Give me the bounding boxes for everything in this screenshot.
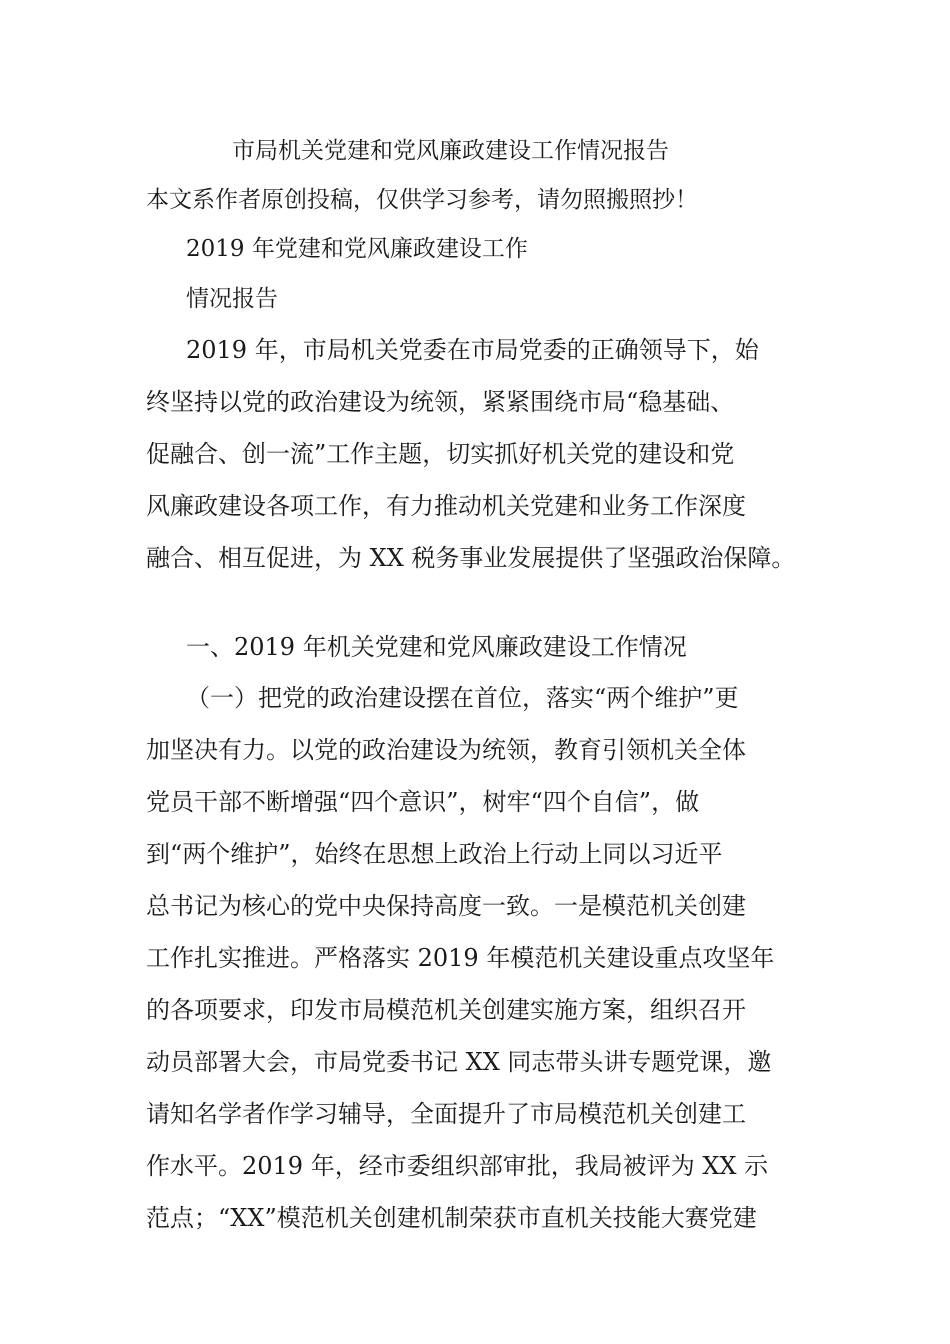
paragraph-line: 终坚持以党的政治建设为统领，紧紧围绕市局“稳基础、 (146, 388, 735, 416)
paragraph-line: 党员干部不断增强“四个意识”，树牢“四个自信”，做 (146, 788, 700, 816)
report-subtitle-line-2: 情况报告 (186, 286, 278, 312)
paragraph-line: 融合、相互促进，为 XX 税务事业发展提供了坚强政治保障。 (146, 544, 796, 572)
document-title: 市局机关党建和党风廉政建设工作情况报告 (232, 138, 669, 164)
paragraph-line: 风廉政建设各项工作，有力推动机关党建和业务工作深度 (146, 492, 746, 520)
section-heading: 一、2019 年机关党建和党风廉政建设工作情况 (186, 633, 687, 661)
author-notice: 本文系作者原创投稿，仅供学习参考，请勿照搬照抄！ (146, 187, 698, 213)
paragraph-line: 请知名学者作学习辅导，全面提升了市局模范机关创建工 (146, 1100, 746, 1128)
paragraph-line: 工作扎实推进。严格落实 2019 年模范机关建设重点攻坚年 (146, 944, 775, 972)
paragraph-line: 总书记为核心的党中央保持高度一致。一是模范机关创建 (146, 892, 746, 920)
paragraph-line: 加坚决有力。以党的政治建设为统领，教育引领机关全体 (146, 736, 746, 764)
paragraph-line: 的各项要求，印发市局模范机关创建实施方案，组织召开 (146, 996, 746, 1024)
section-paragraph (146, 672, 816, 1244)
paragraph-line: 范点；“XX”模范机关创建机制荣获市直机关技能大赛党建 (146, 1204, 757, 1232)
paragraph-line: 2019 年，市局机关党委在市局党委的正确领导下，始 (186, 336, 759, 364)
paragraph-line: 促融合、创一流”工作主题，切实抓好机关党的建设和党 (146, 440, 735, 468)
report-subtitle-line-1: 2019 年党建和党风廉政建设工作 (186, 236, 528, 262)
paragraph-line: 动员部署大会，市局党委书记 XX 同志带头讲专题党课，邀 (146, 1048, 772, 1076)
paragraph-line: （一）把党的政治建设摆在首位，落实“两个维护”更 (186, 684, 739, 712)
paragraph-line: 作水平。2019 年，经市委组织部审批，我局被评为 XX 示 (146, 1152, 769, 1180)
paragraph-line: 到“两个维护”，始终在思想上政治上行动上同以习近平 (146, 840, 723, 868)
intro-paragraph (146, 324, 816, 584)
